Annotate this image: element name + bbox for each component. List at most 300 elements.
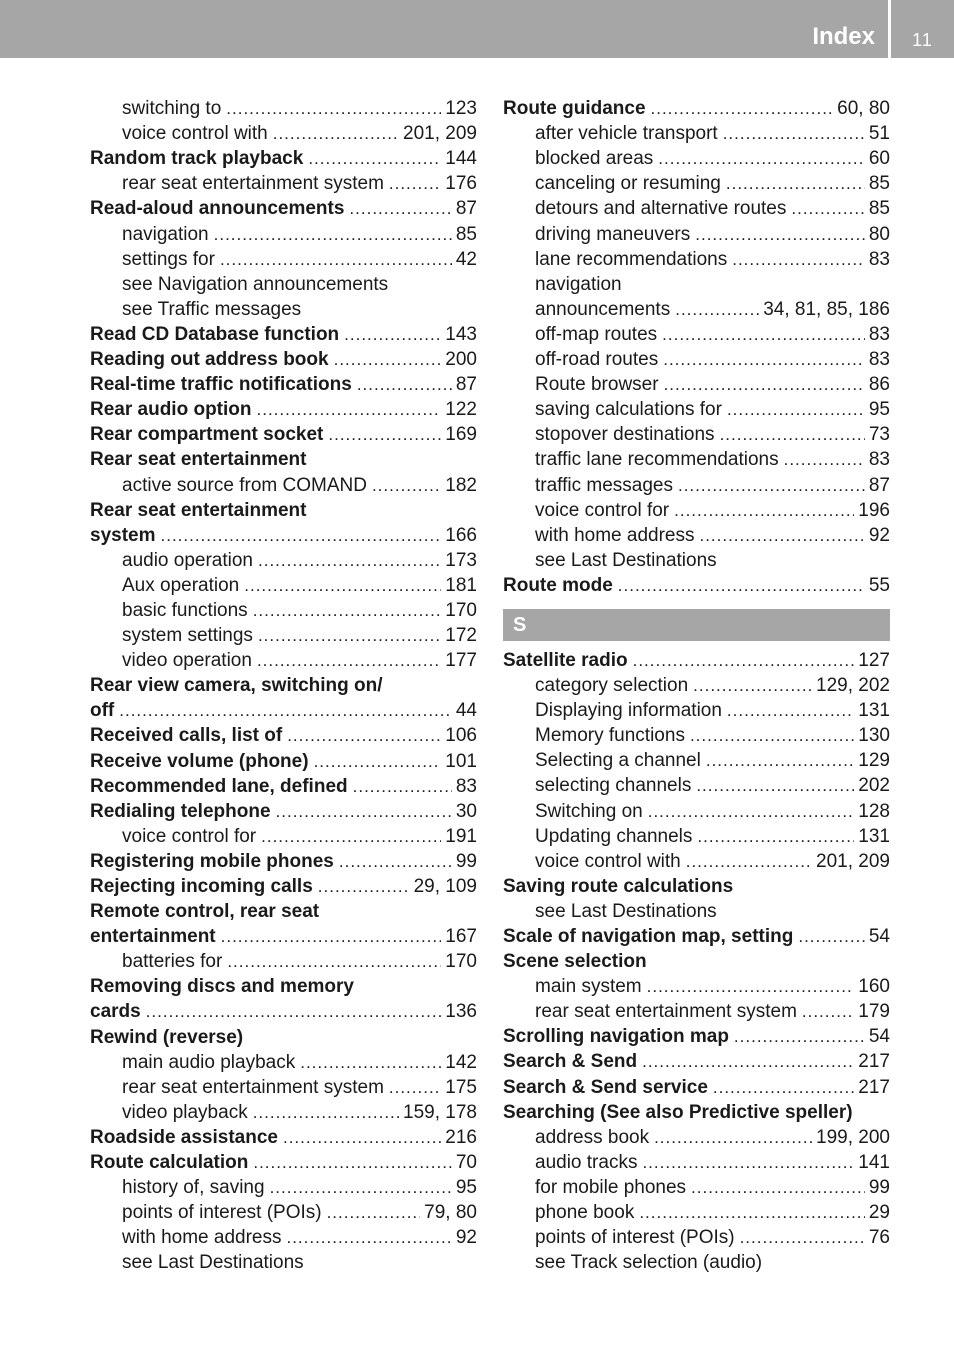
page-reference[interactable]: 106 bbox=[445, 725, 477, 747]
page-reference[interactable]: 136 bbox=[445, 1001, 477, 1023]
dot-leader bbox=[327, 1200, 421, 1225]
dot-leader bbox=[339, 849, 452, 874]
entry-term: voice control with bbox=[122, 123, 268, 145]
index-entry bbox=[90, 1125, 477, 1150]
dot-leader bbox=[334, 347, 442, 372]
dot-leader bbox=[357, 372, 452, 397]
entry-term: switching to bbox=[122, 98, 222, 120]
dot-leader bbox=[221, 924, 442, 949]
page-reference[interactable]: 217 bbox=[858, 1051, 890, 1073]
dot-leader bbox=[691, 1175, 865, 1200]
dot-leader bbox=[639, 1200, 865, 1225]
page-reference[interactable]: 42 bbox=[455, 248, 477, 270]
entry-term: Route browser bbox=[535, 374, 659, 396]
page-reference[interactable]: 191 bbox=[445, 825, 477, 847]
dot-leader bbox=[713, 1075, 854, 1100]
entry-term: Rear audio option bbox=[90, 399, 252, 421]
dot-leader bbox=[308, 146, 441, 171]
entry-term: Scale of navigation map, setting bbox=[503, 926, 794, 947]
index-subentry bbox=[90, 96, 477, 121]
page-reference[interactable]: 173 bbox=[445, 549, 477, 571]
page-reference[interactable]: 129 bbox=[858, 750, 890, 772]
page-reference[interactable]: 85 bbox=[868, 173, 890, 195]
page-reference[interactable]: 29, 109 bbox=[413, 876, 477, 897]
dot-leader bbox=[261, 824, 441, 849]
page-reference[interactable]: 127 bbox=[858, 649, 890, 671]
page-reference[interactable]: 79, 80 bbox=[424, 1202, 477, 1224]
page-reference[interactable]: 175 bbox=[445, 1076, 477, 1098]
index-subentry bbox=[503, 196, 890, 221]
entry-term: phone book bbox=[535, 1202, 635, 1224]
index-entry bbox=[90, 322, 477, 347]
index-entry bbox=[90, 397, 477, 422]
index-subentry bbox=[503, 422, 890, 447]
index-entry bbox=[90, 924, 477, 949]
dot-leader bbox=[119, 698, 452, 723]
entry-term: Searching (See also Predictive speller) bbox=[503, 1101, 853, 1123]
page-reference[interactable]: 83 bbox=[455, 775, 477, 797]
dot-leader bbox=[723, 121, 865, 146]
dot-leader bbox=[344, 322, 441, 347]
page-reference[interactable]: 54 bbox=[868, 1026, 890, 1048]
index-subentry bbox=[503, 773, 890, 798]
index-entry bbox=[503, 1049, 890, 1074]
page-reference[interactable]: 55 bbox=[868, 574, 890, 596]
dot-leader bbox=[732, 247, 865, 272]
dot-leader bbox=[727, 698, 854, 723]
index-entry bbox=[90, 774, 477, 799]
entry-term: basic functions bbox=[122, 599, 248, 621]
entry-term: Roadside assistance bbox=[90, 1126, 278, 1148]
entry-term: selecting channels bbox=[535, 775, 692, 797]
index-subentry bbox=[503, 322, 890, 347]
entry-term: address book bbox=[535, 1126, 650, 1148]
entry-term: canceling or resuming bbox=[535, 173, 721, 195]
dot-leader bbox=[699, 523, 864, 548]
page-reference[interactable]: 167 bbox=[445, 926, 477, 948]
entry-term: Satellite radio bbox=[503, 649, 628, 671]
entry-term: off-map routes bbox=[535, 323, 658, 345]
page-reference[interactable]: 51 bbox=[868, 123, 890, 145]
index-subentry bbox=[90, 472, 477, 497]
index-entry bbox=[503, 1100, 890, 1125]
page-reference[interactable]: 200 bbox=[445, 349, 477, 371]
dot-leader bbox=[706, 748, 854, 773]
index-entry bbox=[90, 523, 477, 548]
index-entry bbox=[90, 974, 477, 999]
entry-term: see Navigation announcements bbox=[122, 273, 389, 295]
index-entry bbox=[90, 1024, 477, 1049]
entry-term: stopover destinations bbox=[535, 424, 715, 446]
page-reference[interactable]: 179 bbox=[858, 1001, 890, 1023]
entry-term: off bbox=[90, 700, 115, 722]
page-number: 11 bbox=[912, 30, 933, 50]
index-subentry bbox=[503, 523, 890, 548]
entry-term: Search & Send service bbox=[503, 1076, 708, 1098]
entry-term: Receive volume (phone) bbox=[90, 750, 309, 772]
dot-leader bbox=[784, 447, 865, 472]
section-header: S bbox=[503, 609, 890, 641]
index-subentry bbox=[90, 598, 477, 623]
index-subentry bbox=[503, 974, 890, 999]
page-reference[interactable]: 170 bbox=[445, 951, 477, 973]
dot-leader bbox=[318, 874, 410, 899]
entry-term: see Traffic messages bbox=[122, 298, 302, 320]
index-subentry bbox=[90, 623, 477, 648]
entry-term: rear seat entertainment system bbox=[122, 1076, 384, 1098]
index-subentry bbox=[503, 1250, 890, 1275]
page-reference[interactable]: 60, 80 bbox=[837, 98, 890, 120]
index-entry bbox=[90, 673, 477, 698]
entry-term: voice control for bbox=[122, 825, 257, 847]
index-subentry bbox=[90, 824, 477, 849]
entry-term: see Last Destinations bbox=[535, 900, 717, 922]
page-reference[interactable]: 92 bbox=[455, 1227, 477, 1249]
page-reference[interactable]: 87 bbox=[455, 374, 477, 396]
entry-term: Rejecting incoming calls bbox=[90, 876, 313, 897]
page-reference[interactable]: 123 bbox=[445, 98, 477, 120]
index-subentry bbox=[503, 548, 890, 573]
page-reference[interactable]: 70 bbox=[455, 1152, 477, 1174]
page-reference[interactable]: 196 bbox=[858, 499, 890, 521]
page-reference[interactable]: 160 bbox=[858, 976, 890, 998]
entry-term: announcements bbox=[535, 298, 671, 320]
page-reference[interactable]: 92 bbox=[868, 524, 890, 546]
index-subentry bbox=[503, 798, 890, 823]
entry-term: points of interest (POIs) bbox=[535, 1227, 735, 1249]
index-subentry bbox=[503, 146, 890, 171]
entry-term: Reading out address book bbox=[90, 349, 329, 371]
entry-term: audio tracks bbox=[535, 1151, 638, 1173]
page-reference[interactable]: 60 bbox=[868, 148, 890, 170]
index-subentry bbox=[503, 372, 890, 397]
page-reference[interactable]: 99 bbox=[455, 850, 477, 872]
index-entry bbox=[90, 447, 477, 472]
page-reference[interactable]: 73 bbox=[868, 424, 890, 446]
index-entry bbox=[90, 498, 477, 523]
index-subentry bbox=[503, 1150, 890, 1175]
index-subentry bbox=[90, 548, 477, 573]
entry-term: detours and alternative routes bbox=[535, 198, 787, 220]
index-subentry bbox=[503, 824, 890, 849]
entry-term: Recommended lane, defined bbox=[90, 775, 348, 797]
entry-term: navigation bbox=[122, 223, 209, 245]
entry-term: see Last Destinations bbox=[535, 549, 717, 571]
index-entry bbox=[90, 849, 477, 874]
page-reference[interactable]: 143 bbox=[445, 323, 477, 345]
page-reference[interactable]: 83 bbox=[868, 323, 890, 345]
dot-leader bbox=[314, 749, 442, 774]
page-reference[interactable]: 199, 200 bbox=[816, 1126, 890, 1148]
page-reference[interactable]: 99 bbox=[868, 1176, 890, 1198]
dot-leader bbox=[642, 1049, 854, 1074]
page-reference[interactable]: 142 bbox=[445, 1051, 477, 1073]
page-title: Index bbox=[812, 23, 875, 50]
page-reference[interactable]: 141 bbox=[858, 1151, 890, 1173]
entry-term: lane recommendations bbox=[535, 248, 728, 270]
index-entry bbox=[90, 698, 477, 723]
dot-leader bbox=[663, 347, 865, 372]
page-reference[interactable]: 182 bbox=[445, 474, 477, 496]
page-reference[interactable]: 130 bbox=[858, 725, 890, 747]
entry-term: Switching on bbox=[535, 800, 643, 822]
dot-leader bbox=[675, 297, 759, 322]
page-reference[interactable]: 170 bbox=[445, 599, 477, 621]
dot-leader bbox=[389, 1075, 441, 1100]
entry-term: rear seat entertainment system bbox=[122, 173, 384, 195]
index-entry bbox=[90, 372, 477, 397]
entry-term: Real-time traffic notifications bbox=[90, 374, 352, 396]
dot-leader bbox=[283, 1125, 441, 1150]
index-subentry bbox=[503, 1200, 890, 1225]
entry-term: Rewind (reverse) bbox=[90, 1026, 244, 1048]
entry-term: Route mode bbox=[503, 574, 613, 596]
page-reference[interactable]: 34, 81, 85, 186 bbox=[763, 298, 890, 320]
page-reference[interactable]: 166 bbox=[445, 524, 477, 546]
index-entry bbox=[503, 1024, 890, 1049]
index-subentry bbox=[503, 498, 890, 523]
dot-leader bbox=[270, 1175, 452, 1200]
entry-term: main audio playback bbox=[122, 1051, 296, 1073]
page-reference[interactable]: 83 bbox=[868, 349, 890, 371]
entry-term: batteries for bbox=[122, 951, 223, 973]
page-reference[interactable]: 76 bbox=[868, 1227, 890, 1249]
index-subentry bbox=[503, 1125, 890, 1150]
index-subentry bbox=[503, 1175, 890, 1200]
index-entry bbox=[90, 347, 477, 372]
entry-term: Read-aloud announcements bbox=[90, 198, 345, 220]
entry-term: for mobile phones bbox=[535, 1176, 687, 1198]
entry-term: Search & Send bbox=[503, 1051, 638, 1073]
index-subentry bbox=[90, 297, 477, 322]
page-reference[interactable]: 87 bbox=[455, 198, 477, 220]
entry-term: Rear seat entertainment bbox=[90, 449, 307, 471]
entry-term: with home address bbox=[122, 1227, 282, 1249]
index-entry bbox=[90, 196, 477, 221]
dot-leader bbox=[618, 573, 865, 598]
dot-leader bbox=[678, 473, 865, 498]
index-subentry bbox=[503, 1225, 890, 1250]
index-entry bbox=[503, 874, 890, 899]
page-reference[interactable]: 95 bbox=[868, 399, 890, 421]
dot-leader bbox=[791, 196, 864, 221]
dot-leader bbox=[648, 799, 855, 824]
dot-leader bbox=[664, 372, 865, 397]
entry-term: active source from COMAND bbox=[122, 474, 367, 496]
index-subentry bbox=[90, 1050, 477, 1075]
page-reference[interactable]: 201, 209 bbox=[816, 850, 890, 872]
entry-term: Rear compartment socket bbox=[90, 424, 324, 446]
dot-leader bbox=[227, 949, 441, 974]
dot-leader bbox=[257, 397, 442, 422]
page-reference[interactable]: 29 bbox=[868, 1202, 890, 1224]
page-reference[interactable]: 54 bbox=[868, 926, 890, 947]
entry-term: Displaying information bbox=[535, 700, 722, 722]
entry-term: with home address bbox=[535, 524, 695, 546]
dot-leader bbox=[258, 623, 441, 648]
dot-leader bbox=[720, 422, 865, 447]
entry-term: audio operation bbox=[122, 549, 253, 571]
dot-leader bbox=[287, 723, 441, 748]
dot-leader bbox=[674, 498, 854, 523]
entry-term: off-road routes bbox=[535, 349, 659, 371]
page-reference[interactable]: 172 bbox=[445, 625, 477, 647]
index-subentry bbox=[503, 899, 890, 924]
entry-term: Removing discs and memory bbox=[90, 976, 354, 998]
page-reference[interactable]: 216 bbox=[445, 1126, 477, 1148]
dot-leader bbox=[161, 523, 442, 548]
page-reference[interactable]: 101 bbox=[445, 750, 477, 772]
page-reference[interactable]: 129, 202 bbox=[816, 675, 890, 697]
index-entry bbox=[90, 799, 477, 824]
entry-term: driving maneuvers bbox=[535, 223, 691, 245]
dot-leader bbox=[734, 1024, 865, 1049]
entry-term: voice control for bbox=[535, 499, 670, 521]
entry-term: Rear seat entertainment bbox=[90, 499, 307, 521]
entry-term: Scene selection bbox=[503, 951, 647, 973]
index-subentry bbox=[503, 397, 890, 422]
dot-leader bbox=[662, 322, 865, 347]
index-subentry bbox=[90, 573, 477, 598]
dot-leader bbox=[389, 171, 441, 196]
entry-term: see Track selection (audio) bbox=[535, 1252, 763, 1274]
index-subentry bbox=[503, 447, 890, 472]
entry-term: settings for bbox=[122, 248, 215, 270]
header-bar bbox=[0, 0, 954, 58]
page-reference[interactable]: 85 bbox=[455, 223, 477, 245]
page-reference[interactable]: 144 bbox=[445, 148, 477, 170]
dot-leader bbox=[286, 1225, 451, 1250]
page-reference[interactable]: 201, 209 bbox=[403, 123, 477, 145]
index-subentry bbox=[90, 247, 477, 272]
index-subentry bbox=[503, 698, 890, 723]
dot-leader bbox=[273, 121, 399, 146]
page-reference[interactable]: 85 bbox=[868, 198, 890, 220]
page-reference[interactable]: 131 bbox=[858, 700, 890, 722]
entry-term: after vehicle transport bbox=[535, 123, 718, 145]
dot-leader bbox=[244, 573, 441, 598]
entry-term: Selecting a channel bbox=[535, 750, 701, 772]
dot-leader bbox=[226, 96, 441, 121]
index-subentry bbox=[503, 272, 890, 297]
dot-leader bbox=[726, 171, 865, 196]
page-reference[interactable]: 176 bbox=[445, 173, 477, 195]
dot-leader bbox=[220, 247, 452, 272]
dot-leader bbox=[693, 673, 812, 698]
entry-term: Registering mobile phones bbox=[90, 850, 334, 872]
index-subentry bbox=[503, 673, 890, 698]
page-reference[interactable]: 83 bbox=[868, 248, 890, 270]
entry-term: Route guidance bbox=[503, 98, 646, 120]
dot-leader bbox=[697, 824, 854, 849]
page-reference[interactable]: 217 bbox=[858, 1076, 890, 1098]
index-entry bbox=[90, 748, 477, 773]
entry-term: cards bbox=[90, 1001, 141, 1023]
page-reference[interactable]: 159, 178 bbox=[403, 1101, 477, 1123]
index-entry bbox=[90, 723, 477, 748]
index-entry bbox=[503, 949, 890, 974]
index-subentry bbox=[503, 171, 890, 196]
page-reference[interactable]: 128 bbox=[858, 800, 890, 822]
entry-term: system bbox=[90, 524, 156, 546]
entry-term: Read CD Database function bbox=[90, 323, 340, 345]
entry-term: history of, saving bbox=[122, 1177, 265, 1199]
page-reference[interactable]: 83 bbox=[868, 449, 890, 471]
dot-leader bbox=[258, 548, 441, 573]
index-entry bbox=[503, 924, 890, 949]
index-entry bbox=[90, 874, 477, 899]
page-reference[interactable]: 131 bbox=[858, 825, 890, 847]
entry-term: Memory functions bbox=[535, 725, 685, 747]
dot-leader bbox=[727, 397, 865, 422]
index-subentry bbox=[503, 472, 890, 497]
page-reference[interactable]: 177 bbox=[445, 650, 477, 672]
dot-leader bbox=[690, 723, 854, 748]
entry-term: traffic lane recommendations bbox=[535, 449, 779, 471]
entry-term: Route calculation bbox=[90, 1152, 249, 1174]
dot-leader bbox=[146, 999, 442, 1024]
page-reference[interactable]: 95 bbox=[455, 1177, 477, 1199]
index-entry bbox=[90, 422, 477, 447]
dot-leader bbox=[740, 1225, 865, 1250]
entry-term: Scrolling navigation map bbox=[503, 1026, 729, 1048]
page-reference[interactable]: 202 bbox=[858, 775, 890, 797]
dot-leader bbox=[642, 1150, 854, 1175]
entry-term: Saving route calculations bbox=[503, 875, 734, 897]
index-subentry bbox=[503, 347, 890, 372]
index-entry bbox=[90, 999, 477, 1024]
index-subentry bbox=[90, 121, 477, 146]
page-reference[interactable]: 30 bbox=[455, 800, 477, 822]
index-entry bbox=[90, 146, 477, 171]
index-entry bbox=[503, 96, 890, 121]
page-reference[interactable]: 87 bbox=[868, 474, 890, 496]
entry-term: category selection bbox=[535, 675, 689, 697]
entry-term: Rear view camera, switching on/ bbox=[90, 675, 383, 697]
index-subentry bbox=[503, 723, 890, 748]
index-entry bbox=[503, 648, 890, 673]
page-reference[interactable]: 181 bbox=[445, 574, 477, 596]
entry-term: saving calculations for bbox=[535, 399, 722, 421]
index-subentry bbox=[503, 247, 890, 272]
dot-leader bbox=[633, 648, 855, 673]
dot-leader bbox=[651, 96, 834, 121]
entry-term: points of interest (POIs) bbox=[122, 1202, 322, 1224]
index-subentry bbox=[90, 1100, 477, 1125]
page-reference[interactable]: 44 bbox=[455, 700, 477, 722]
index-subentry bbox=[503, 999, 890, 1024]
page-reference[interactable]: 169 bbox=[445, 424, 477, 446]
index-subentry bbox=[90, 1175, 477, 1200]
index-entry bbox=[90, 899, 477, 924]
dot-leader bbox=[257, 648, 441, 673]
index-subentry bbox=[90, 171, 477, 196]
index-subentry bbox=[90, 1075, 477, 1100]
entry-term: entertainment bbox=[90, 926, 216, 948]
entry-term: Remote control, rear seat bbox=[90, 901, 320, 923]
index-entry bbox=[90, 1150, 477, 1175]
dot-leader bbox=[328, 422, 441, 447]
index-subentry bbox=[90, 1225, 477, 1250]
page-reference[interactable]: 80 bbox=[868, 223, 890, 245]
dot-leader bbox=[696, 773, 854, 798]
index-column-right bbox=[503, 96, 890, 1275]
page-reference[interactable]: 122 bbox=[445, 399, 477, 421]
dot-leader bbox=[695, 222, 865, 247]
page-reference[interactable]: 86 bbox=[868, 374, 890, 396]
index-subentry bbox=[90, 221, 477, 246]
dot-leader bbox=[253, 1100, 399, 1125]
